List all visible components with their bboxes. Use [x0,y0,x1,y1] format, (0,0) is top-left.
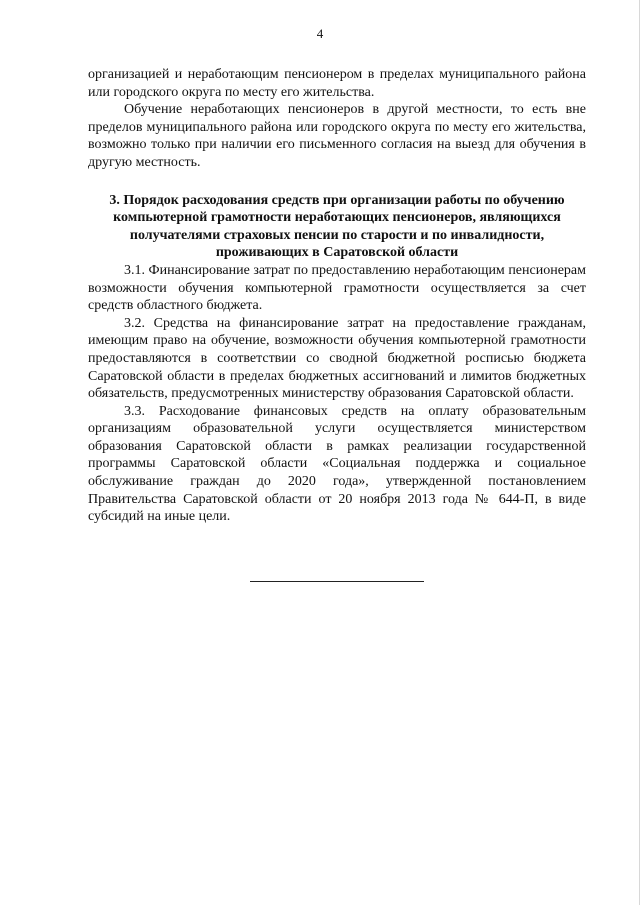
page-number: 4 [316,26,324,41]
section-3-item-1: 3.1. Финансирование затрат по предоставлению неработающим пенсионерам возможности обучения компьютерной грамотности осуществляется за счет средств областного бюджета. [88,262,586,314]
paragraph-continuation: организацией и неработающим пенсионером в пределах муниципального района или городского округа по месту его жительства. [88,67,586,100]
paragraph-other-locality: Обучение неработающих пенсионеров в другой местности, то есть вне пределов муниципального района или городского округа по месту его жительства, возможно только при наличии его письменного согласия на выезд для обучения в другую местность. [88,102,586,170]
section-3-item-3: 3.3. Расходование финансовых средств на оплату образовательным организациям образовательной услуги осуществляется министерством образования Саратовской области в рамках реализации государственной программы Саратовской области «Социальная поддержка и социальное обслуживание граждан до 2020 года», утвержденной постановлением Правительства Саратовской области от 20 ноября 2013 года № 644-П, в виде субсидий на иные цели. [88,403,586,525]
section-3-heading: 3. Порядок расходования средств при организации работы по обучению компьютерной грамотности неработающих пенсионеров, являющихся получателями страховых пенсии по старости и по инвалидности, проживающих в Саратовской области [109,192,565,261]
end-separator-line [250,581,424,582]
document-body [88,66,586,526]
section-3-item-2: 3.2. Средства на финансирование затрат на предоставление гражданам, имеющим право на обучение, возможности обучения компьютерной грамотности предоставляются в соответствии со сводной бюджетной росписью бюджета Саратовской области в пределах бюджетных ассигнований и лимитов бюджетных обязательств, предусмотренных министерству образования Саратовской области. [88,315,586,402]
